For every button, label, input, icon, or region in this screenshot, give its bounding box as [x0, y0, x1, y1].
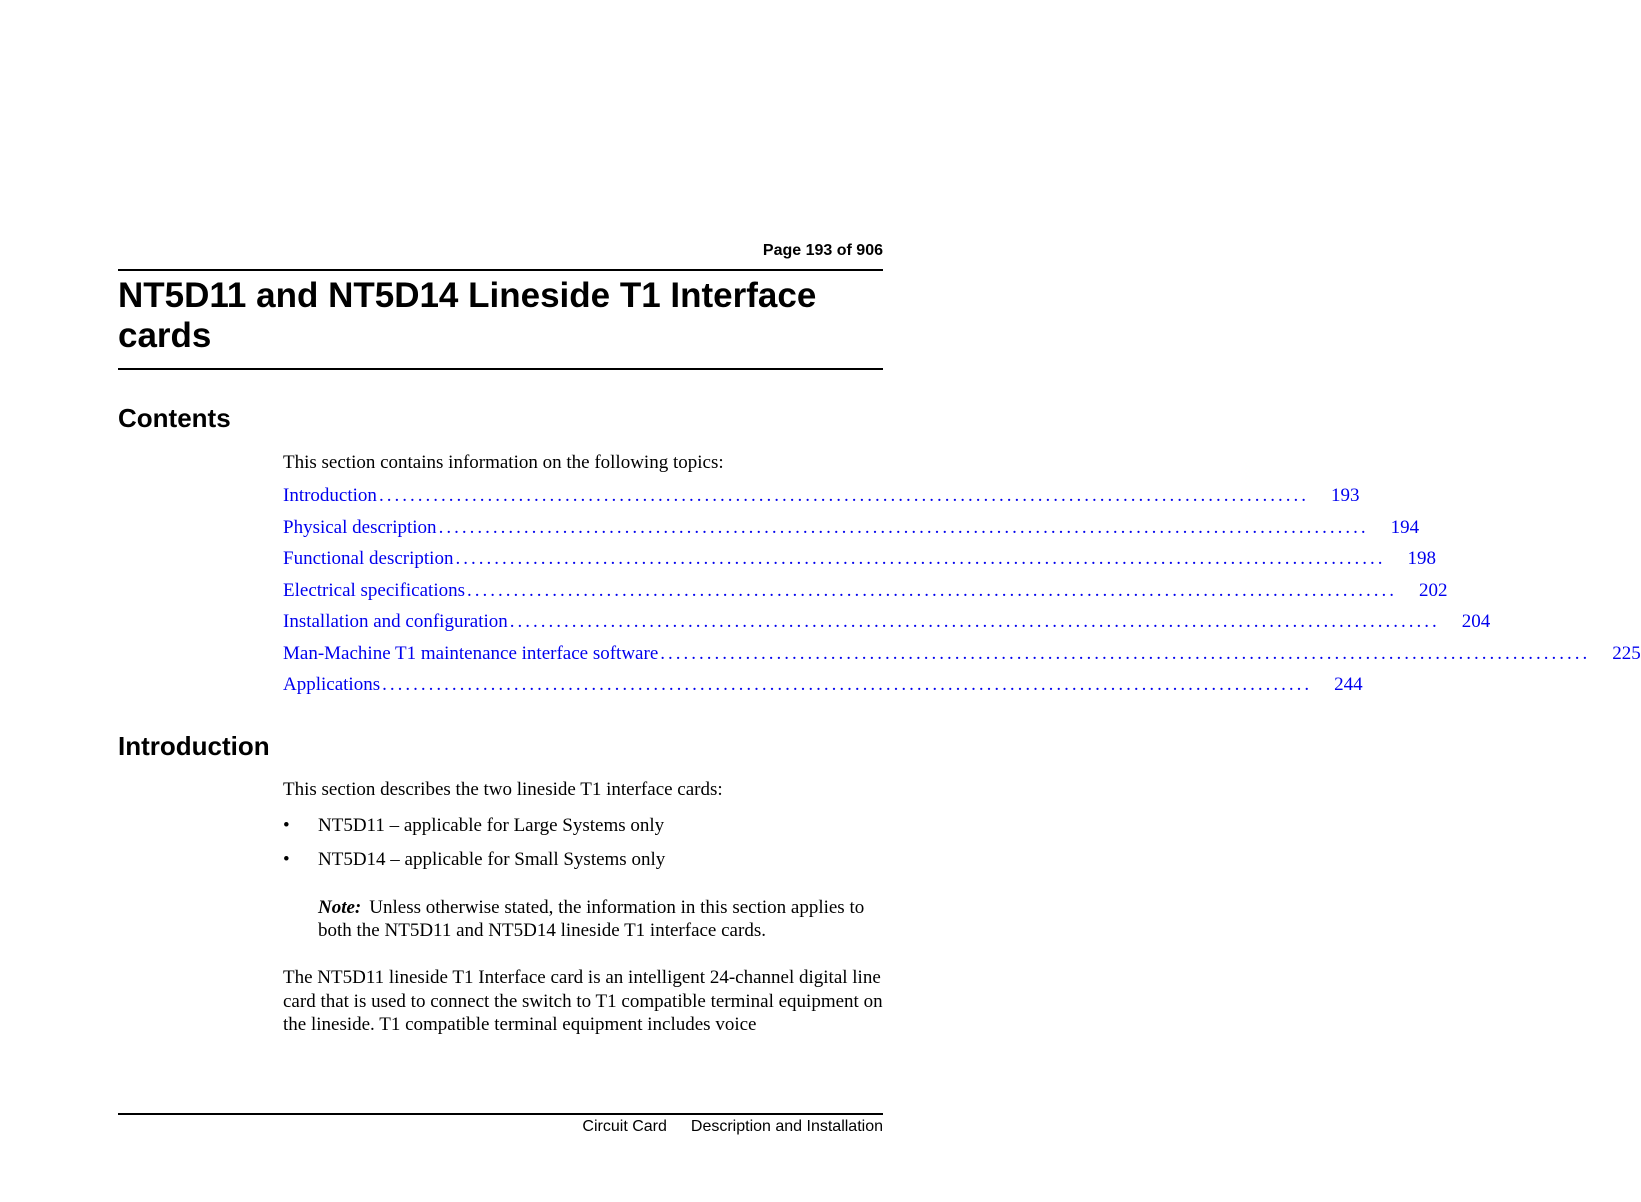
footer-right: Description and Installation	[690, 1118, 883, 1135]
bullet-symbol: •	[283, 849, 290, 870]
note-label: Note:	[318, 897, 362, 918]
toc-page-number: 193	[1330, 485, 1360, 506]
toc-leader-dots: ........................................................................................................................	[509, 611, 1440, 632]
toc-leader-dots: ........................................................................................................................	[438, 516, 1369, 538]
footer-rule	[118, 1113, 883, 1115]
toc-link-electrical-specifications[interactable]	[283, 579, 1448, 612]
toc-leader-dots: ........................................................................................................................	[455, 548, 1386, 569]
footer-left: Circuit Card	[582, 1118, 667, 1135]
toc-page-number: 204	[1461, 611, 1491, 632]
toc-link-applications[interactable]	[283, 674, 1363, 706]
toc-label: Physical description	[283, 516, 437, 538]
contents-intro-text: This section contains information on the following topics:	[283, 452, 724, 473]
toc-label: Functional description	[283, 548, 454, 569]
bullet-symbol: •	[283, 815, 290, 836]
introduction-text: This section describes the two lineside T1 interface cards:	[283, 779, 723, 800]
table-of-contents	[283, 485, 1641, 706]
footer	[582, 1118, 883, 1136]
toc-page-number: 194	[1390, 516, 1420, 538]
toc-page-number: 244	[1334, 674, 1363, 695]
toc-page-number: 202	[1419, 579, 1448, 601]
toc-link-introduction[interactable]	[283, 485, 1360, 517]
toc-label: Installation and configuration	[283, 611, 508, 632]
toc-leader-dots: ........................................................................................................................	[378, 485, 1309, 506]
toc-leader-dots: ........................................................................................................................	[660, 642, 1591, 664]
toc-label: Man-Machine T1 maintenance interface software	[283, 642, 659, 664]
contents-heading: Contents	[118, 403, 231, 433]
bullet-text: NT5D11 – applicable for Large Systems only	[318, 815, 665, 836]
toc-link-installation-and-configuration[interactable]	[283, 611, 1491, 643]
toc-link-man-machine-software[interactable]	[283, 642, 1641, 675]
page-number: Page 193 of 906	[762, 242, 883, 259]
toc-link-functional-description[interactable]	[283, 548, 1436, 580]
toc-page-number: 225	[1612, 642, 1641, 664]
toc-leader-dots: ........................................................................................................................	[382, 674, 1313, 695]
bullet-text: NT5D14 – applicable for Small Systems only	[318, 849, 666, 870]
chapter-title: NT5D11 and NT5D14 Lineside T1 Interface cards	[118, 276, 817, 355]
title-bottom-rule	[118, 368, 883, 370]
toc-leader-dots: ........................................................................................................................	[467, 579, 1397, 601]
toc-label: Applications	[283, 674, 381, 695]
toc-link-physical-description[interactable]	[283, 516, 1420, 549]
note-text: Unless otherwise stated, the information in this section applies to both the NT5D11 and NT5D14 lineside T1 interface cards.	[318, 897, 865, 941]
toc-label: Introduction	[283, 485, 377, 506]
introduction-heading: Introduction	[118, 731, 270, 761]
note	[318, 896, 883, 942]
title-top-rule	[118, 269, 883, 271]
toc-page-number: 198	[1407, 548, 1436, 569]
body-paragraph: The NT5D11 lineside T1 Interface card is an intelligent 24-channel digital line card that is used to connect the switch to T1 compatible terminal equipment on the lineside. T1 compatible terminal equipment includes voice	[283, 967, 883, 1035]
toc-label: Electrical specifications	[283, 579, 465, 601]
